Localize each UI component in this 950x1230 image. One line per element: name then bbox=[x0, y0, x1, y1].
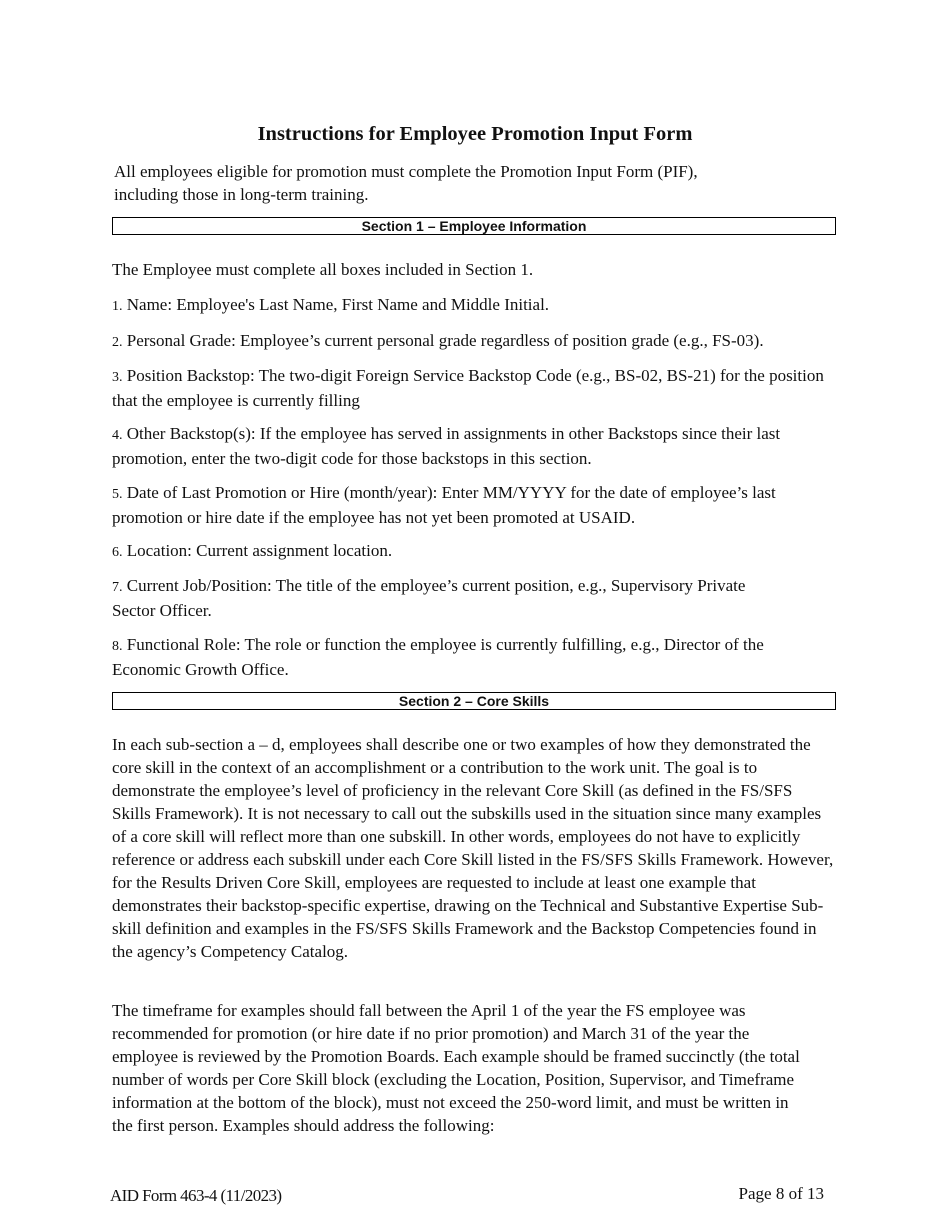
item-text: Functional Role: The role or function the employee is currently fulfilling, e.g., Director of the Economic Growth Office. bbox=[112, 635, 764, 679]
page-number: Page 8 of 13 bbox=[738, 1184, 824, 1203]
list-item bbox=[112, 481, 832, 529]
section-2-paragraph-2: The timeframe for examples should fall between the April 1 of the year the FS employee was recommended for promotion (or hire date if no prior promotion) and March 31 of the year the employee is reviewed by the Promotion Boards. Each example should be framed succinctly (the total number of words per Core Skill block (excluding the Location, Position, Supervisor, and Timeframe information at the bottom of the block), must not exceed the 250-word limit, and must be written in the first person. Examples should address the following: bbox=[112, 1001, 800, 1135]
item-number: 5. bbox=[112, 487, 123, 502]
page-title: Instructions for Employee Promotion Input Form bbox=[257, 123, 693, 145]
item-number: 8. bbox=[112, 639, 123, 654]
item-number: 4. bbox=[112, 428, 123, 443]
item-number: 3. bbox=[112, 370, 123, 385]
section-1-heading: Section 1 – Employee Information bbox=[112, 217, 836, 235]
list-item bbox=[112, 329, 832, 354]
list-item bbox=[112, 364, 832, 412]
item-number: 2. bbox=[112, 335, 123, 350]
list-item bbox=[112, 293, 832, 318]
item-text: Location: Current assignment location. bbox=[126, 541, 393, 560]
item-text: Personal Grade: Employee’s current personal grade regardless of position grade (e.g., FS-03). bbox=[126, 331, 764, 350]
section-1-lead: The Employee must complete all boxes included in Section 1. bbox=[112, 260, 534, 279]
item-number: 6. bbox=[112, 545, 123, 560]
form-identifier: AID Form 463-4 (11/2023) bbox=[110, 1186, 282, 1205]
item-number: 7. bbox=[112, 580, 123, 595]
list-item bbox=[112, 574, 752, 622]
section-2-heading: Section 2 – Core Skills bbox=[112, 692, 836, 710]
item-text: Position Backstop: The two-digit Foreign Service Backstop Code (e.g., BS-02, BS-21) for the position that the employee is currently filling bbox=[112, 366, 824, 410]
intro-text: All employees eligible for promotion must complete the Promotion Input Form (PIF), including those in long-term training. bbox=[114, 162, 698, 204]
item-text: Date of Last Promotion or Hire (month/year): Enter MM/YYYY for the date of employee’s last promotion or hire date if the employee has not yet been promoted at USAID. bbox=[112, 483, 776, 527]
item-number: 1. bbox=[112, 299, 123, 314]
item-text: Name: Employee's Last Name, First Name and Middle Initial. bbox=[126, 295, 550, 314]
item-text: Current Job/Position: The title of the employee’s current position, e.g., Supervisory Private Sector Officer. bbox=[112, 576, 746, 620]
list-item bbox=[112, 539, 832, 564]
section-2-paragraph-1: In each sub-section a – d, employees shall describe one or two examples of how they demonstrated the core skill in the context of an accomplishment or a contribution to the work unit. The goal is to demonstrate the employee’s level of proficiency in the relevant Core Skill (as defined in the FS/SFS Skills Framework). It is not necessary to call out the subskills used in the situation since many examples of a core skill will reflect more than one subskill. In other words, employees do not have to explicitly reference or address each subskill under each Core Skill listed in the FS/SFS Skills Framework. However, for the Results Driven Core Skill, employees are requested to include at least one example that demonstrates their backstop-specific expertise, drawing on the Technical and Substantive Expertise Sub-skill definition and examples in the FS/SFS Skills Framework and the Backstop Competencies found in the agency’s Competency Catalog. bbox=[112, 735, 834, 961]
list-item bbox=[112, 422, 832, 470]
item-text: Other Backstop(s): If the employee has served in assignments in other Backstops since their last promotion, enter the two-digit code for those backstops in this section. bbox=[112, 424, 781, 468]
list-item bbox=[112, 633, 832, 681]
